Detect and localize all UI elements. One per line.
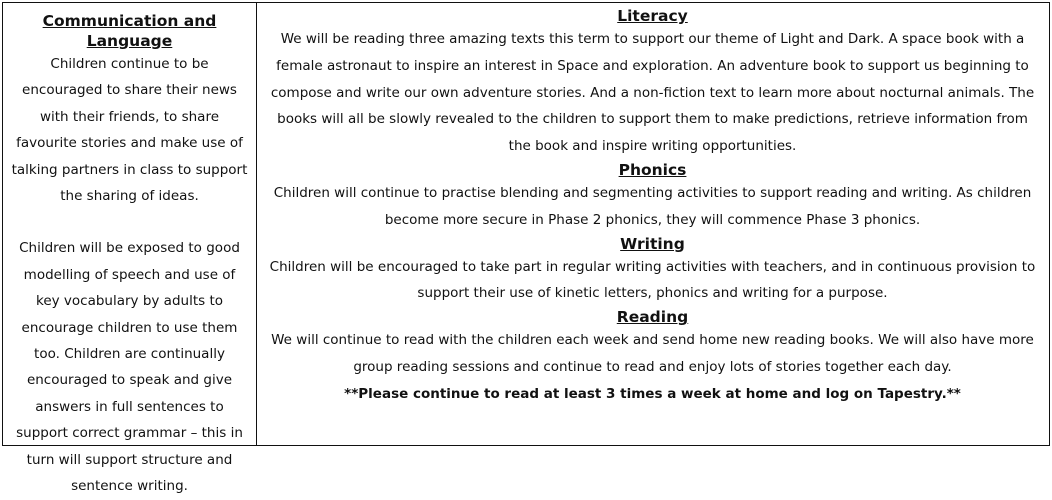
literacy-text: We will be reading three amazing texts this term to support our theme of Light and Dark. A space book with a female astronaut to inspire an interest in Space and exploration. An adventure book to support us beginning to compose and write our own adventure stories. And a non-fiction text to learn more about nocturnal animals. The books will all be slowly revealed to the children to support them to make predictions, retrieve information from the book and inspire writing opportunities. bbox=[270, 31, 1035, 155]
communication-language-paragraph-2: Children will be exposed to good modelling of speech and use of key vocabulary by adults to encourage children to use them too. Children are continually encouraged to speak and give answers in full sentences to support correct grammar – this in turn will support structure and sentence writing. bbox=[16, 240, 243, 495]
reading-text: We will continue to read with the children each week and send home new reading books. We will also have more group reading sessions and continue to read and enjoy lots of stories together each day. bbox=[271, 332, 1034, 375]
phonics-text: Children will continue to practise blending and segmenting activities to support reading and writing. As children become more secure in Phase 2 phonics, they will commence Phase 3 phonics. bbox=[273, 184, 1032, 228]
communication-language-cell bbox=[2, 2, 257, 495]
phonics-heading: Phonics bbox=[618, 160, 687, 179]
literacy-heading: Literacy bbox=[617, 7, 688, 25]
literacy-cell bbox=[256, 2, 1050, 446]
reading-note: **Please continue to read at least 3 times a week at home and log on Tapestry.** bbox=[344, 385, 961, 402]
writing-text: Children will be encouraged to take part in regular writing activities with teachers, and in continuous provision to support their use of kinetic letters, phonics and writing for a purpose. bbox=[269, 258, 1036, 302]
paragraph-gap bbox=[11, 209, 248, 235]
reading-heading: Reading bbox=[616, 308, 689, 327]
writing-heading: Writing bbox=[620, 234, 685, 253]
communication-language-heading: Communication and Language bbox=[42, 12, 217, 50]
communication-language-paragraph-1: Children continue to be encouraged to share their news with their friends, to share favourite stories and make use of talking partners in class to support the sharing of ideas. bbox=[11, 56, 248, 205]
